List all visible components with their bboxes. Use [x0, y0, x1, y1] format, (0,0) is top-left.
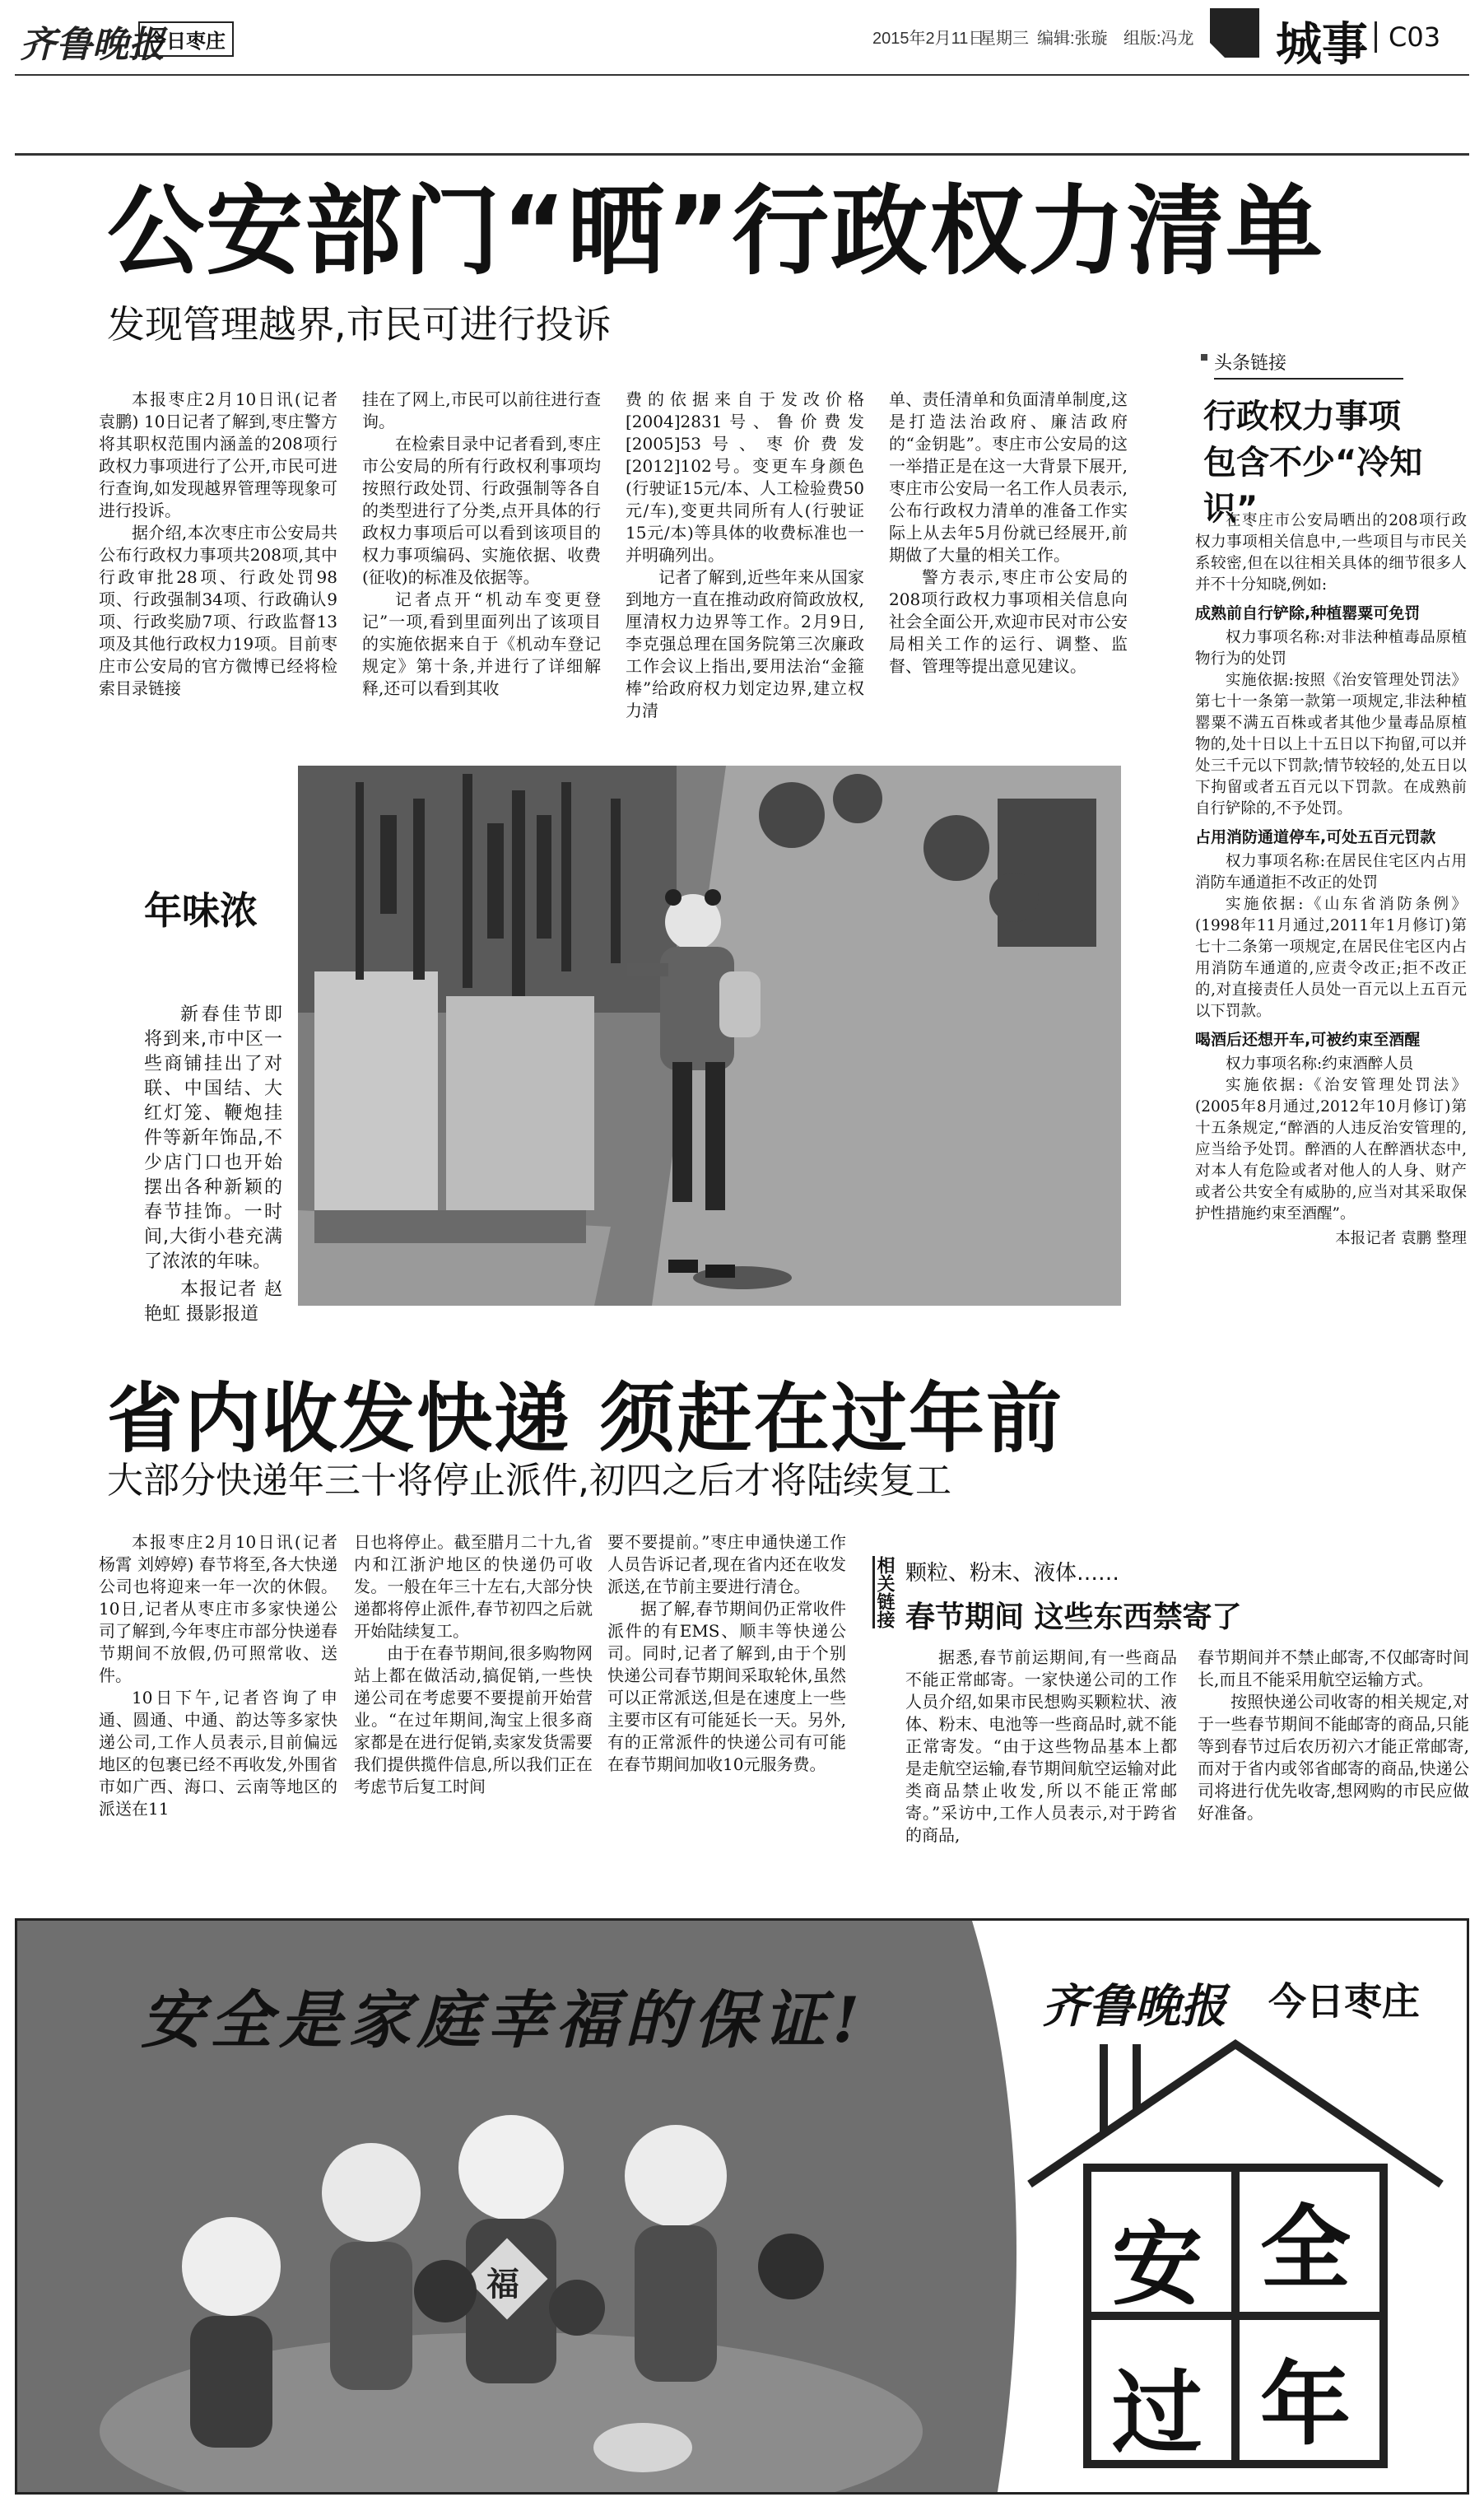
house-icon	[1030, 2044, 1441, 2464]
article2-headline: 省内收发快递 须赶在过年前	[107, 1375, 1064, 1463]
sidebar-item-heading: 喝酒后还想开车,可被约束至酒醒	[1195, 1031, 1421, 1049]
header-date: 2015年2月11日	[872, 30, 985, 48]
sidebar-title-line1: 行政权力事项	[1203, 398, 1401, 436]
sidebar-item-heading: 占用消防通道停车,可处五百元罚款	[1195, 828, 1436, 846]
house-char: 过	[1112, 2360, 1203, 2466]
photo-caption-text: 新春佳节即将到来,市中区一些商铺挂出了对联、中国结、大红灯笼、鞭炮挂件等新年饰品,不少店门口也开始摆出各种新颖的春节挂饰。一时间,大街小巷充满了浓浓的年味。	[144, 1004, 282, 1272]
header-rule	[15, 74, 1469, 76]
house-char: 安	[1112, 2211, 1203, 2318]
article2-subhead: 大部分快递年三十将停止派件,初四之后才将陆续复工	[107, 1460, 951, 1502]
news-photo	[298, 766, 1121, 1306]
paragraph: 警方表示,枣庄市公安局的208项行政权力事项相关信息向社会全面公开,欢迎市民对市公安局相关工作的运行、调整、监督、管理等提出意见建议。	[889, 567, 1128, 676]
masthead-logo: 齐鲁晚报	[20, 24, 165, 66]
sidebar-credit: 本报记者 袁鹏 整理	[1335, 1230, 1467, 1247]
photo-illustration	[298, 766, 1121, 1306]
article1-headline: 公安部门“晒”行政权力清单	[107, 175, 1325, 288]
header-layout: 组版:冯龙	[1123, 30, 1194, 48]
related-title: 春节期间 这些东西禁寄了	[905, 1600, 1242, 1634]
sidebar-tag: 头条链接	[1214, 349, 1403, 380]
ad-brand: 齐鲁晚报	[1042, 1979, 1226, 2033]
masthead-edition: 今日枣庄	[138, 21, 234, 57]
article1-subhead: 发现管理越界,市民可进行投诉	[107, 302, 612, 347]
house-char: 年	[1260, 2351, 1351, 2457]
paragraph: 按照快递公司收寄的相关规定,对于一些春节期间不能邮寄的商品,只能等到春节过后农历初六才能正常邮寄,而对于省内或邻省邮寄的商品,快递公司将进行优先收寄,想网购的市民应做好准备。	[1198, 1692, 1469, 1823]
sidebar-body	[1195, 510, 1467, 1250]
paragraph: 要不要提前。”枣庄申通快递工作人员告诉记者,现在省内还在收发派送,在节前主要进行清仓。	[607, 1532, 846, 1596]
photo-credit: 本报记者 赵艳虹 摄影报道	[144, 1279, 282, 1325]
paragraph: 在检索目录中记者看到,枣庄市公安局的所有行政权利事项均按照行政处罚、行政强制等各自的类型进行了分类,点开具体的行政权力事项后可以看到该项目的权力事项编码、实施依据、收费(征收)的标准及依据等。	[362, 434, 601, 587]
paragraph: 由于在春节期间,很多购物网站上都在做活动,搞促销,一些快递公司在考虑要不要提前开始营业。“在过年期间,淘宝上很多商家都是在进行促销,卖家发货需要我们提供揽件信息,所以我们正在考虑节后复工时间	[354, 1643, 593, 1796]
paragraph: 权力事项名称:对非法种植毒品原植物行为的处罚	[1195, 629, 1467, 668]
header-weekday: 星期三	[979, 30, 1029, 48]
page-number: C03	[1375, 21, 1440, 53]
sidebar-title-line2: 包含不少“冷知识”	[1203, 444, 1423, 528]
article1-col2	[362, 389, 601, 700]
paragraph: 费的依据来自于发改价格[2004]2831号、鲁价费发[2005]53号、枣价费发[2012]102号。变更车身颜色(行驶证15元/本、人工检验费50元/车),变更共同所有人(行驶证15元/本)等具体的收费标准也一并明确列出。	[626, 389, 864, 565]
lantern-char: 福	[486, 2266, 519, 2304]
paragraph: 挂在了网上,市民可以前往进行查询。	[362, 389, 601, 431]
paragraph: 据了解,春节期间仍正常收件派件的有EMS、顺丰等快递公司。同时,记者了解到,由于个别快递公司春节期间采取轮休,虽然可以正常派送,但是在速度上一些主要市区有可能延长一天。另外,有的正常派件的快递公司有可能在春节期间加收10元服务费。	[607, 1599, 846, 1774]
paragraph: 实施依据:《山东省消防条例》(1998年11月通过,2011年1月修订)第七十二条第一项规定,在居民住宅区内占用消防车通道的,应责令改正;拒不改正的,对直接责任人员处一百元以上五百元以下罚款。	[1195, 896, 1467, 1020]
paragraph: 本报枣庄2月10日讯(记者 袁鹏) 10日记者了解到,枣庄警方将其职权范围内涵盖的208项行政权力事项进行了公开,市民可进行查询,如发现越界管理等现象可进行投诉。	[99, 389, 337, 520]
paragraph: 记者点开“机动车变更登记”一项,看到里面列出了该项目的实施依据来自于《机动车登记规定》第十条,并进行了详细解释,还可以看到其收	[362, 589, 601, 698]
photo-caption	[144, 1003, 282, 1327]
related-tag: 相关链接	[874, 1556, 895, 1628]
article1-col4	[889, 389, 1128, 678]
paragraph: 据介绍,本次枣庄市公安局共公布行政权力事项共208项,其中行政审批28项、行政处罚98项、行政强制34项、行政确认9项、行政奖励7项、行政监督13项及其他行政权力19项。目前枣庄市公安局的官方微博已经将检索目录链接	[99, 523, 337, 698]
paragraph: 日也将停止。截至腊月二十九,省内和江浙沪地区的快递仍可收发。一般在年三十左右,大部分快递都将停止派件,春节初四之后就开始陆续复工。	[354, 1532, 593, 1641]
paragraph: 本报枣庄2月10日讯(记者 杨霄 刘婷婷) 春节将至,各大快递公司也将迎来一年一次的休假。10日,记者从枣庄市多家快递公司了解到,今年枣庄市部分快递春节期间不放假,仍可照常收、送件。	[99, 1532, 337, 1685]
paragraph: 记者了解到,近些年来从国家到地方一直在推动政府简政放权,厘清权力边界等工作。2月9日,李克强总理在国务院第三次廉政工作会议上指出,要用法治“金箍棒”给政府权力划定边界,建立权力清	[626, 567, 864, 720]
photo-title: 年味浓	[144, 888, 258, 933]
related-subtitle: 颗粒、粉末、液体……	[905, 1561, 1120, 1586]
article2-col1	[99, 1531, 337, 1820]
paragraph: 单、责任清单和负面清单制度,这是打造法治政府、廉洁政府的“金钥匙”。枣庄市公安局的这一举措正是在这一大背景下展开,枣庄市公安局一名工作人员表示,公布行政权力清单的准备工作实际上从去年5月份就已经展开,前期做了大量的相关工作。	[889, 389, 1128, 565]
paragraph: 据悉,春节前运期间,有一些商品不能正常邮寄。一家快递公司的工作人员介绍,如果市民想购买颗粒状、液体、粉末、电池等一些商品时,就不能正常寄发。“由于这些物品基本上都是走航空运输,春节期间航空运输对此类商品禁止收发,所以不能正常邮寄。”采访中,工作人员表示,对于跨省的商品,	[905, 1647, 1177, 1845]
safety-ad	[15, 1918, 1469, 2495]
sidebar-intro: 在枣庄市公安局晒出的208项行政权力事项相关信息中,一些项目与市民关系较密,但在以往相关具体的细节很多人并不十分知晓,例如:	[1195, 512, 1467, 594]
paragraph: 权力事项名称:在居民住宅区内占用消防车通道拒不改正的处罚	[1195, 853, 1467, 892]
top-rule	[15, 153, 1469, 156]
paragraph: 春节期间并不禁止邮寄,不仅邮寄时间长,而且不能采用航空运输方式。	[1198, 1647, 1469, 1689]
related-col1	[905, 1647, 1177, 1847]
ad-slogan: 安全是家庭幸福的保证!	[141, 1983, 867, 2057]
related-col2	[1198, 1647, 1469, 1824]
section-name: 城事	[1276, 18, 1368, 72]
article2-col2	[354, 1531, 593, 1798]
article1-col3	[626, 389, 864, 722]
header-editor: 编辑:张璇	[1037, 30, 1108, 48]
paragraph: 实施依据:《治安管理处罚法》(2005年8月通过,2012年10月修订)第十五条规定,“醉酒的人违反治安管理的,应当给予处罚。醉酒的人在醉酒状态中,对本人有危险或者对他人的人身、财产或者公共安全有威胁的,应当对其采取保护性措施约束至酒醒”。	[1195, 1077, 1467, 1223]
house-char: 全	[1260, 2195, 1351, 2301]
paragraph: 权力事项名称:约束酒醉人员	[1226, 1055, 1414, 1073]
article1-col1	[99, 389, 337, 700]
article2-col3	[607, 1531, 846, 1776]
sidebar-item-heading: 成熟前自行铲除,种植罂粟可免罚	[1195, 604, 1421, 622]
paragraph: 实施依据:按照《治安管理处罚法》第七十一条第一款第一项规定,非法种植罂粟不满五百株或者其他少量毒品原植物的,处十日以上十五日以下拘留,可以并处三千元以下罚款;情节较轻的,处五日以下拘留或者五百元以下罚款。在成熟前自行铲除的,不予处罚。	[1195, 672, 1467, 818]
ad-brand-sub: 今日枣庄	[1268, 1979, 1420, 2024]
paragraph: 10日下午,记者咨询了申通、圆通、中通、韵达等多家快递公司,工作人员表示,目前偏远地区的包裹已经不再收发,外围省市如广西、海口、云南等地区的派送在11	[99, 1688, 337, 1819]
section-marker-icon	[1210, 8, 1259, 58]
